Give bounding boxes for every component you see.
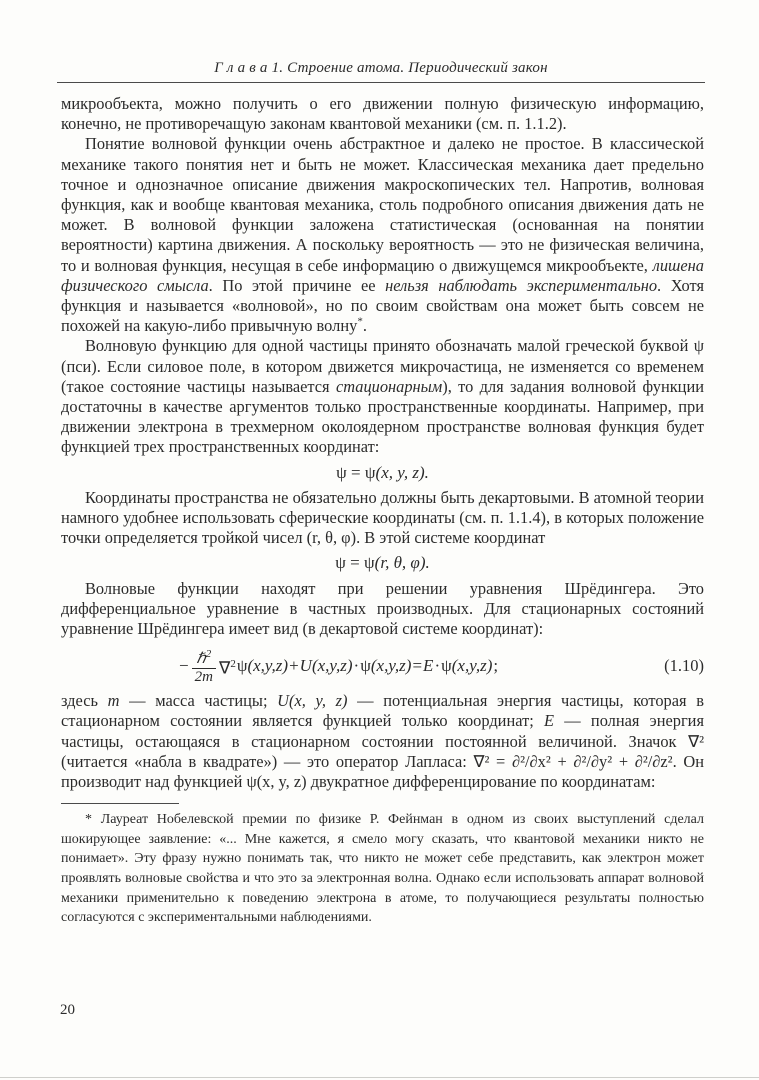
schrodinger-equation — [179, 646, 498, 686]
footnote-block — [61, 803, 704, 928]
exponent: 2 — [230, 657, 236, 670]
footnote-separator-rule — [61, 803, 179, 804]
potential-symbol: U — [299, 656, 312, 676]
energy-symbol: E — [544, 711, 555, 731]
text-run: микрообъекта, можно получить о его движении полную физическую информацию, конечно, не противоречащую законам квантовой механики (см. п. 1.1.2). — [61, 94, 704, 134]
text-run: — потенциальная энергия частицы, которая в стационарном состоянии является функцией только координат; — [61, 691, 704, 731]
emphasis-run: лишена физического смысла — [61, 255, 704, 295]
psi-symbol: ψ — [364, 462, 376, 482]
text-run: — масса частицы; — [119, 691, 278, 711]
psi-term — [237, 656, 288, 676]
text-run: . — [362, 316, 367, 336]
psi-term — [441, 656, 492, 676]
footnote-feynman-quote: * Лауреат Нобелевской премии по физике Р. Фейнман в одном из своих выступлений сделал шокирующее заявление: «... Мне кажется, я смело могу сказать, что квантовой механики никто не понимает». Эту фразу нужно понимать так, что никто не может себе представить, как электрон может проявлять волновые свойства и что это за электронная волна. Однако если использовать аппарат волновой механики применительно к поведению электрона в атоме, то получающиеся результаты полностью согласуются с экспериментальными наблюдениями. — [61, 812, 704, 926]
text-run: здесь — [61, 691, 108, 711]
minus-sign: − — [179, 656, 189, 676]
text-run: Координаты пространства не обязательно должны быть декартовыми. В атомной теории намного удобнее использовать сферические координаты (см. п. 1.1.4), в которых положение точки определяется тройкой чисел (r, θ, φ). В этой системе координат — [61, 487, 704, 548]
emphasis-run: стационарным — [335, 376, 443, 396]
psi-symbol: ψ — [360, 656, 371, 676]
formula-arguments: (x,y,z) — [247, 656, 289, 676]
energy-symbol: E — [423, 656, 434, 676]
formula-psi-cartesian — [61, 463, 704, 483]
paragraph-spherical-coordinates — [61, 488, 704, 549]
equals-sign: = — [412, 656, 423, 676]
hbar-fraction — [192, 646, 216, 686]
formula-arguments: (x, y, z). — [375, 462, 429, 482]
text-run: — полная энергия частицы, остающаяся в стационарном состоянии постоянной величиной. Значок ∇² (читается «набла в квадрате») — это оператор Лапласа: ∇² = ∂²/∂x² + ∂²/∂y² + ∂²/∂z². Он производит над функцией ψ(x, y, z) двукратное дифференцирование по координатам: — [61, 711, 704, 792]
dot-operator: · — [353, 656, 360, 676]
running-head-chapter-title: Г л а в а 1. Строение атома. Периодический закон — [57, 60, 705, 83]
potential-term — [300, 656, 353, 676]
psi-symbol: ψ — [236, 656, 248, 676]
formula-arguments: (x,y,z) — [370, 656, 412, 676]
psi-term — [360, 656, 411, 676]
formula-arguments: (x,y,z) — [451, 656, 493, 676]
semicolon: ; — [493, 656, 499, 676]
psi-symbol: ψ — [441, 656, 452, 676]
hbar-symbol: ℏ — [196, 651, 206, 668]
paragraph-psi-notation — [61, 336, 704, 457]
schrodinger-equation-display — [61, 646, 704, 686]
mass-symbol: m — [107, 691, 120, 711]
page-body — [61, 94, 704, 928]
paragraph-microobject-continuation — [61, 94, 704, 134]
exponent: 2 — [205, 648, 212, 661]
paragraph-schrodinger-intro — [61, 579, 704, 640]
text-run: . По этой причине ее — [208, 275, 386, 295]
paragraph-wave-function-concept — [61, 134, 704, 336]
fraction-denominator: 2m — [194, 669, 213, 686]
formula-arguments: (x,y,z) — [311, 656, 353, 676]
page-number: 20 — [60, 1002, 75, 1018]
dot-operator: · — [434, 656, 441, 676]
nabla-symbol: ∇ — [218, 658, 231, 678]
footnote-marker: * — [357, 315, 363, 328]
plus-sign: + — [289, 656, 299, 676]
potential-symbol: U(x, y, z) — [277, 691, 348, 711]
text-run: ), то для задания волновой функции достаточны в качестве аргументов только пространственные координаты. Например, при движении электрона в трехмерном околоядерном пространстве волновая функция будет функцией трех пространственных координат: — [61, 376, 704, 457]
paragraph-equation-explanation — [61, 691, 704, 792]
formula-psi-spherical — [61, 553, 704, 573]
text-run: Понятие волновой функции очень абстрактное и далеко не простое. В классической механике такого понятия нет и быть не может. Классическая механика дает предельно точное и однозначное описание движения макроскопических тел. Напротив, волновая функция, как и вообще квантовая механика, столь подробного описания движения дать не может. В волновой функции заложена статистическая (основанная на понятии вероятности) картина движения. А поскольку вероятность — это не физическая величина, то и волновая функция, несущая в себе информацию о движущемся микрообъекте, — [61, 134, 704, 275]
formula-arguments: (r, θ, φ). — [374, 553, 430, 573]
text-run: . Хотя функция и называется «волновой», но по своим свойствам она может быть совсем не похожей на какую-либо привычную волну — [61, 275, 705, 336]
psi-symbol: ψ — [335, 553, 346, 573]
emphasis-run: нельзя наблюдать экспериментально — [385, 275, 658, 295]
psi-symbol: ψ — [364, 553, 375, 573]
equation-number: (1.10) — [664, 656, 704, 676]
scan-edge-artifact — [0, 1077, 759, 1078]
equals-sign: = — [345, 553, 365, 573]
nabla-operator — [219, 654, 236, 679]
text-run: Волновые функции находят при решении уравнения Шрёдингера. Это дифференциальное уравнение в частных производных. Для стационарных состояний уравнение Шрёдингера имеет вид (в декартовой системе координат): — [61, 578, 704, 639]
fraction-numerator — [192, 646, 216, 669]
text-run: Волновую функцию для одной частицы принято обозначать малой греческой буквой ψ (пси). Если силовое поле, в котором движется микрочастица, не изменяется со временем (такое состояние частицы называется — [61, 336, 704, 396]
psi-symbol: ψ — [336, 462, 347, 482]
equals-sign: = — [346, 462, 365, 482]
